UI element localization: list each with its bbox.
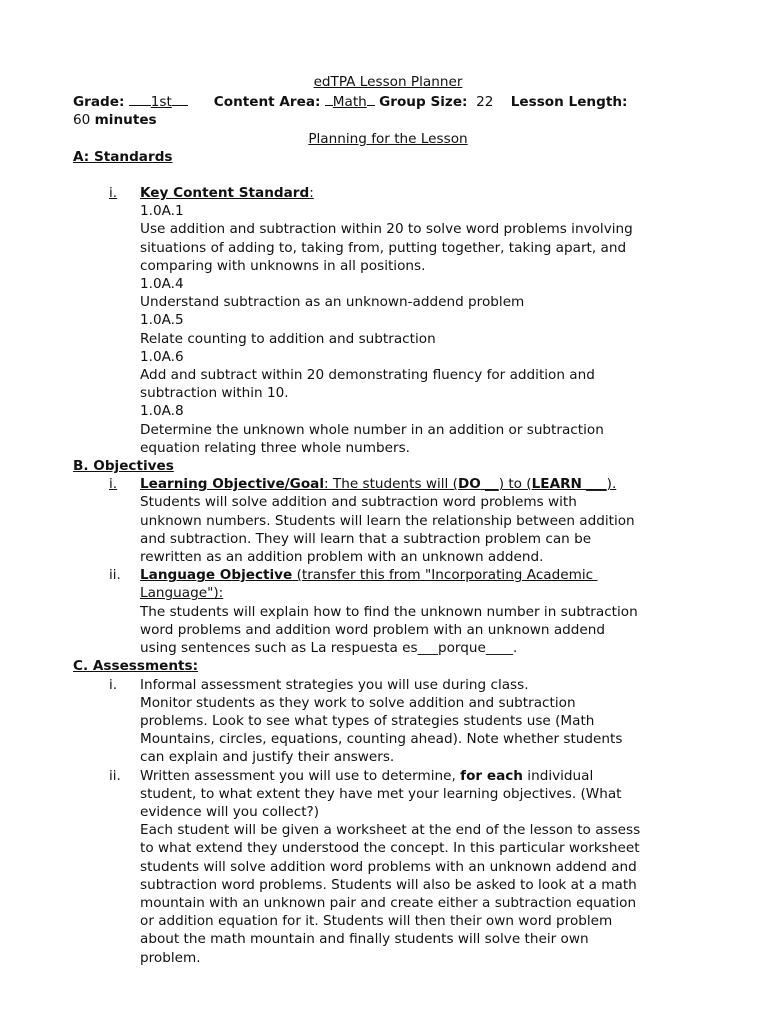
- objective-line: word problems and addition word problem with an unknown addend: [140, 621, 606, 638]
- standards-line: 1.0A.6: [140, 348, 184, 365]
- assessment-line: to what extend they understood the concept. In this particular worksheet: [140, 840, 640, 857]
- standards-line: Add and subtract within 20 demonstrating fluency for addition and: [140, 367, 595, 384]
- objective-line: The students will explain how to find the unknown number in subtraction: [140, 603, 638, 620]
- assessment-line: mountain with an unknown pair and create either a subtraction equation: [140, 894, 637, 911]
- for-each-emphasis: for each: [460, 767, 523, 784]
- lesson-length-row: [73, 111, 703, 129]
- assessments-heading: C. Assessments:: [73, 658, 199, 675]
- standards-list: [73, 202, 703, 457]
- learning-objective: i. Learning Objective/Goal: The students will (DO __) to (LEARN ___).: [109, 476, 617, 493]
- item-number: ii.: [109, 567, 121, 584]
- assessment-line: Written assessment you will use to determine,: [140, 767, 461, 784]
- group-size-value: 22: [476, 94, 494, 111]
- objective-line: Students will solve addition and subtraction word problems with: [140, 494, 577, 511]
- item-number: i.: [109, 476, 118, 493]
- assessment-line: Monitor students as they work to solve addition and subtraction: [140, 694, 576, 711]
- assessment-line: can explain and justify their answers.: [140, 749, 395, 766]
- spacer: [73, 166, 703, 184]
- standards-line: comparing with unknowns in all positions.: [140, 257, 426, 274]
- content-area-label: Content Area:: [213, 94, 321, 111]
- key-content-standard-label: Key Content Standard: [140, 185, 310, 202]
- standards-line: subtraction within 10.: [140, 385, 289, 402]
- standards-line: Determine the unknown whole number in an addition or subtraction: [140, 421, 604, 438]
- assessment-line: subtraction word problems. Students will also be asked to look at a math: [140, 876, 637, 893]
- key-content-standard: [73, 184, 703, 202]
- language-objective-note: Language"):: [140, 585, 224, 602]
- assessment-line: or addition equation for it. Students will then their own word problem: [140, 913, 613, 930]
- objectives-heading: B. Objectives: [73, 458, 174, 475]
- objective-line: unknown numbers. Students will learn the relationship between addition: [140, 512, 635, 529]
- standards-line: 1.0A.5: [140, 312, 184, 329]
- assessment-line: individual: [522, 767, 594, 784]
- assessment-line: students will solve addition word problems with an unknown addend and: [140, 858, 637, 875]
- item-number: i.: [109, 185, 118, 202]
- assessment-line: problems. Look to see what types of strategies students use (Math: [140, 712, 595, 729]
- assessment-line: about the math mountain and finally students will solve their own: [140, 931, 589, 948]
- language-objective: [73, 566, 703, 584]
- assessment-line: evidence will you collect?): [140, 803, 320, 820]
- assessment-line: problem.: [140, 949, 201, 966]
- informal-assessment: [73, 676, 703, 694]
- informal-assessment-body: [73, 694, 703, 767]
- lesson-length-value: 60: [73, 112, 91, 129]
- standards-line: equation relating three whole numbers.: [140, 439, 410, 456]
- content-blank-right: [367, 91, 375, 106]
- written-assessment: [73, 767, 703, 785]
- content-area-value: Math: [332, 94, 367, 111]
- standards-line: 1.0A.4: [140, 276, 184, 293]
- objective-line: and subtraction. They will learn that a subtraction problem can be: [140, 530, 592, 547]
- learning-objective-text: : The students will (: [324, 476, 458, 493]
- learning-objective-body: [73, 493, 703, 566]
- item-number: ii.: [109, 767, 121, 784]
- objective-line: rewritten as an addition problem with an unknown addend.: [140, 549, 544, 566]
- grade-value: 1st: [150, 94, 172, 111]
- grade-label: Grade:: [73, 94, 125, 111]
- standards-line: Use addition and subtraction within 20 to solve word problems involving: [140, 221, 633, 238]
- lesson-length-label: Lesson Length:: [510, 94, 628, 111]
- assessment-line: Informal assessment strategies you will use during class.: [140, 676, 529, 693]
- assessment-line: Mountains, circles, equations, counting ahead). Note whether students: [140, 731, 623, 748]
- standards-line: situations of adding to, taking from, putting together, taking apart, and: [140, 239, 627, 256]
- standards-line: 1.0A.8: [140, 403, 184, 420]
- standards-line: Relate counting to addition and subtraction: [140, 330, 436, 347]
- standards-line: 1.0A.1: [140, 203, 184, 220]
- learning-objective-text: ) to (: [498, 476, 532, 493]
- written-assessment-body: [73, 785, 703, 967]
- language-objective-body: [73, 584, 703, 657]
- grade-blank-right: [172, 91, 188, 106]
- learning-objective-label: Learning Objective/Goal: [140, 476, 324, 493]
- label-colon: :: [309, 185, 314, 202]
- group-size-label: Group Size:: [379, 94, 468, 111]
- objective-line: using sentences such as La respuesta es___porque____.: [140, 640, 518, 657]
- grade-blank-left: [129, 91, 151, 106]
- content-blank-left: [325, 91, 333, 106]
- section-subtitle: Planning for the Lesson: [308, 130, 468, 147]
- item-number: i.: [109, 676, 118, 693]
- lesson-length-unit: minutes: [94, 112, 157, 129]
- lesson-info-row: [73, 91, 703, 111]
- language-objective-label: Language Objective: [140, 567, 293, 584]
- document-title: edTPA Lesson Planner: [313, 74, 463, 90]
- learning-objective-text: ).: [606, 476, 617, 493]
- assessment-line: Each student will be given a worksheet at the end of the lesson to assess: [140, 822, 641, 839]
- standards-heading: A: Standards: [73, 148, 173, 165]
- standards-line: Understand subtraction as an unknown-addend problem: [140, 294, 525, 311]
- do-label: DO: [457, 476, 481, 493]
- assessment-line: student, to what extent they have met your learning objectives. (What: [140, 785, 622, 802]
- learn-label: LEARN: [531, 476, 582, 493]
- language-objective-note: (transfer this from "Incorporating Academic: [292, 567, 594, 584]
- lesson-plan-page: [73, 73, 703, 967]
